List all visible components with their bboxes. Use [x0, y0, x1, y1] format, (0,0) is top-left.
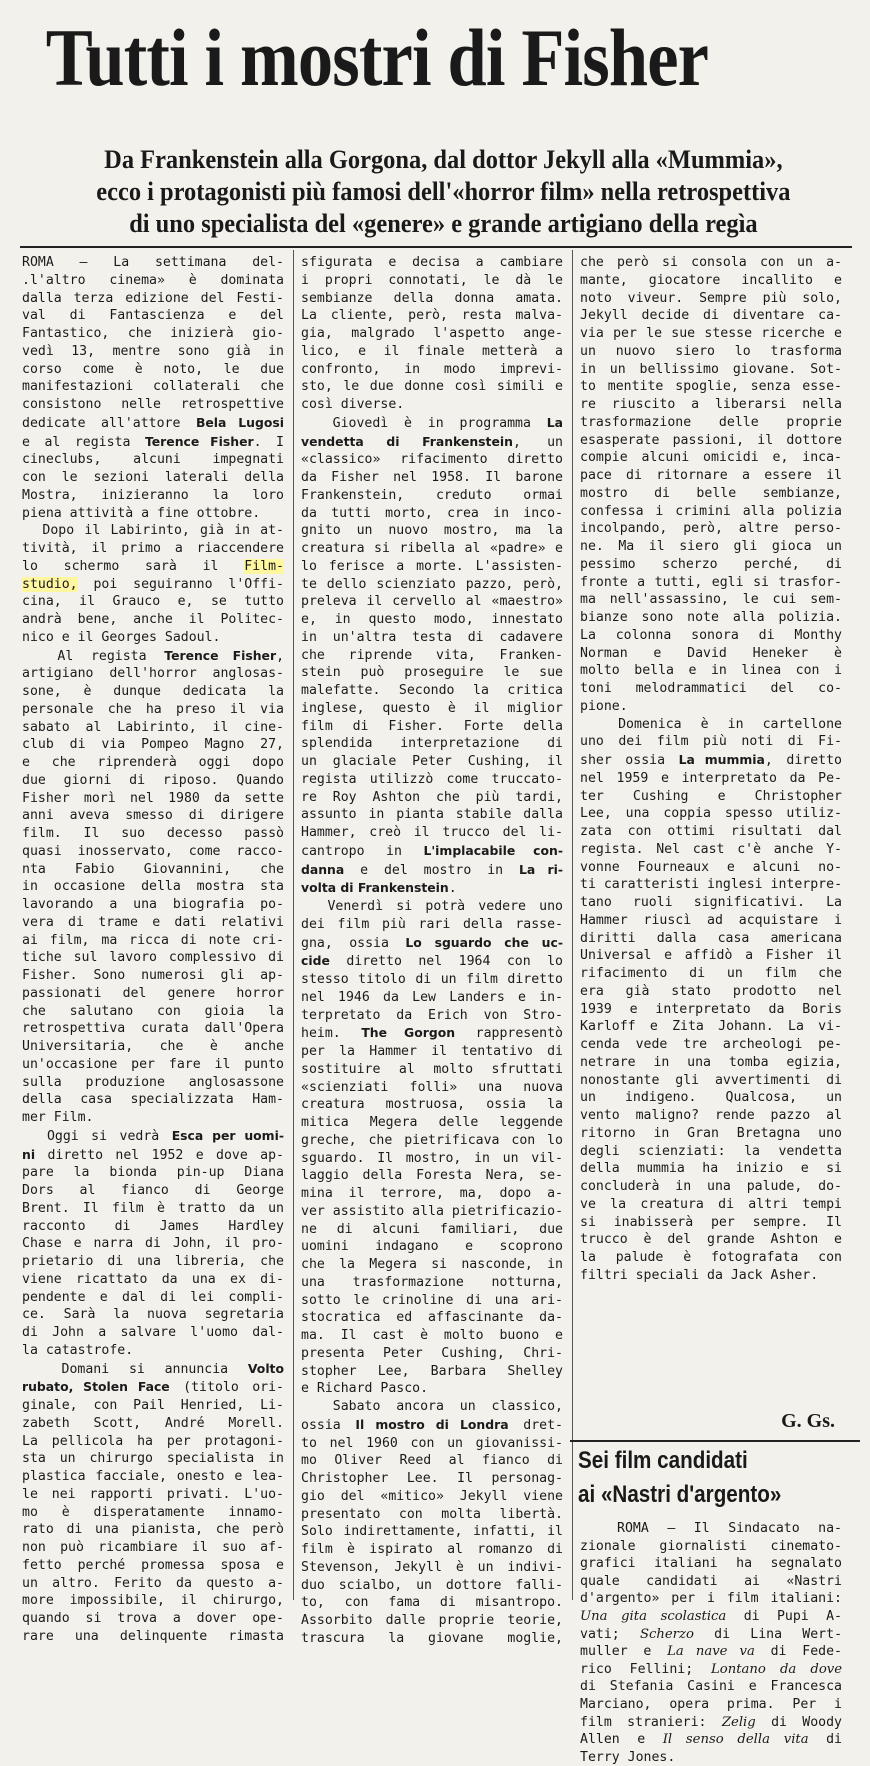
subhead-line: ecco i protagonisti più famosi dell'«horror film» nella retrospettiva [96, 177, 791, 206]
subhead-line: Da Frankenstein alla Gorgona, dal dottor Jekyll alla «Mummia», [104, 145, 783, 174]
article-subhead [58, 144, 829, 240]
sidebar-title-line: ai «Nastri d'argento» [578, 1481, 782, 1508]
column-divider [293, 250, 294, 1600]
sidebar-title [578, 1444, 819, 1512]
sidebar-title-line: Sei film candidati [578, 1447, 748, 1474]
article-signature: G. Gs. [781, 1410, 835, 1432]
article-headline: Tutti i mostri di Fisher [45, 12, 709, 103]
sidebar-rule [570, 1440, 860, 1442]
article-column-2: sfigurata e decisa a cambiare i propri connotati, le dà le sembianze della donna amata. La cliente, però, resta malva- gia, malgrado l'aspetto ange- lico, e il finale metterà a confronto, in modo imprevi- sto, le due donne così simili e così diverse. Giovedì è in programma La vendetta di Frankenstein, un «classico» rifacimento diretto da Fisher nel 1958. Il barone Frankenstein, creduto ormai da tutti morto, crea in inco- gnito un nuovo mostro, ma la creatura si ribella al «padre» e lo ferisce a morte. L'assisten- te dello scienziato pazzo, però, preleva il cervello al «maestro» e, in questo modo, innestato in un'altra testa di cadavere che riprende vita, Franken- stein può proseguire le sue malefatte. Secondo la critica inglese, questo è il miglior film di Fisher. Forte della splendida interpretazione di un glaciale Peter Cushing, il regista utilizzò come truccato- re Roy Ashton che più tardi, assunto in pianta stabile dalla Hammer, creò il trucco del li- cantropo in L'implacabile con- danna e del mostro in La ri- volta di Frankenstein. Venerdì si potrà vedere uno dei film più rari della rasse- gna, ossia Lo sguardo che uc- cide diretto nel 1964 con lo stesso titolo di un film diretto nel 1946 da Lew Landers e in- terpretato da Erich von Stro- heim. The Gorgon rappresentò per la Hammer il tentativo di sostituire al molto sfruttati «scienziati folli» una nuova creatura mostruosa, ossia la mitica Megera delle leggende greche, che pietrificava con lo sguardo. Il mostro, in un vil- laggio della Foresta Nera, se- mina il terrore, ma, dopo a- ver assistito alla pietrificazio- ne di alcuni familiari, due uomini indagano e scoprono che la Megera si nasconde, in una trasformazione notturna, sotto le crinoline di una ari- stocratica ed affascinante da- ma. Il cast è molto buono e presenta Peter Cushing, Chri- stopher Lee, Barbara Shelley e Richard Pasco. Sabato ancora un classico, ossia Il mostro di Londra dret- to nel 1960 con un giovanissi- mo Oliver Reed al fianco di Christopher Lee. Il personag- gio del «mitico» Jekyll viene presentato con molta libertà. Solo indirettamente, infatti, il film è ispirato al romanzo di Stevenson, Jekyll è un indivi- duo scialbo, un dottore falli- to, con fama di misantropo. Assorbito dalle proprie teorie, trascura la giovane moglie, [301, 255, 563, 1646]
article-column-3: che però si consola con un a- mante, giocatore incallito e noto viveur. Sempre più solo, Jekyll decide di diventare ca- via per le sue stesse ricerche e un nuovo siero lo trasforma in un bellissimo giovane. Sot- to mentite spoglie, senza esse- re riuscito a liberarsi nella trasformazione delle proprie esasperate passioni, il dottore compie alcuni omicidi e, inca- pace di ritornare a essere il mostro di belle sembianze, confessa i crimini alla polizia incolpando, però, altre perso- ne. Ma il siero gli gioca un pessimo scherzo perché, di fronte a tutti, egli si trasfor- ma nell'assassino, le cui sem- bianze sono note alla polizia. La colonna sonora di Monthy Norman e David Heneker è molto bella e in linea con i toni melodrammatici del co- pione. Domenica è in cartellone uno dei film più noti di Fi- sher ossia La mummia, diretto nel 1959 e interpretato da Pe- ter Cushing e Christopher Lee, una coppia spesso utiliz- zata con ottimi risultati dal regista. Nel cast c'è anche Y- vonne Fourneaux e alcuni no- ti caratteristi inglesi interpre- tano ruoli significativi. La Hammer riuscì ad acquistare i diritti dalla casa americana Universal e affidò a Fisher il rifacimento di un film che era già stato prodotto nel 1939 e interpretato da Boris Karloff e Zita Johann. La vi- cenda vede tre archeologi pe- netrare in una tomba egizia, nonostante gli avvertimenti di un indigeno. Qualcosa, un vento maligno? rende pazzo al ritorno in Gran Bretagna uno degli scienziati: la vendetta della mummia ha inizio e si concluderà in una palude, do- ve la creatura di altri tempi si inabisserà per sempre. Il trucco è del grande Ashton e la palude è fotografata con filtri speciali da Jack Asher. [580, 255, 842, 1283]
subhead-line: di uno specialista del «genere» e grande artigiano della regìa [129, 209, 758, 238]
article-column-1: ROMA — La settimana del- .l'altro cinema» è dominata dalla terza edizione del Festi- val di Fantascienza e del Fantastico, che inizierà gio- vedì 13, mentre sono già in corso come è noto, le due manifestazioni collaterali che consistono nelle retrospettive dedicate all'attore Bela Lugosi e al regista Terence Fisher. I cineclubs, alcuni impegnati con le sezioni laterali della Mostra, inizieranno la loro piena attività a fine ottobre. Dopo il Labirinto, già in at- tività, il primo a riaccendere lo schermo sarà il Film- studio, poi seguiranno l'Offi- cina, il Grauco e, se tutto andrà bene, anche il Politec- nico e il Georges Sadoul. Al regista Terence Fisher, artigiano dell'horror anglosas- sone, è dunque dedicata la personale che ha preso il via sabato al Labirinto, il cine- club di via Pompeo Magno 27, e che riprenderà oggi dopo due giorni di riposo. Quando Fisher morì nel 1980 da sette anni aveva smesso di dirigere film. Il suo decesso passò quasi inosservato, come racco- nta Fabio Giovannini, che in occasione della mostra sta lavorando a una biografia po- vera di trame e dati relativi ai film, ma ricca di note cri- tiche sul lavoro complessivo di Fisher. Sono numerosi gli ap- passionati del genere horror che salutano con gioia la retrospettiva curata dall'Opera Universitaria, che è anche un'occasione per fare il punto sulla produzione anglosassone della casa specializzata Ham- mer Film. Oggi si vedrà Esca per uomi- ni diretto nel 1952 e dove ap- pare la bionda pin-up Diana Dors al fianco di George Brent. Il film è tratto da un racconto di James Hardley Chase e narra di John, il pro- prietario di una libreria, che viene ricattato da una ex di- pendente e dal di lei compli- ce. Sarà la nuova segretaria di John a salvare l'uomo dal- la catastrofe. Domani si annuncia Volto rubato, Stolen Face (titolo ori- ginale, con Pail Henried, Li- zabeth Scott, André Morell. La pellicola ha per protagoni- sta un chirurgo specialista in plastica facciale, onesto e lea- le nei rapporti privati. L'uo- mo è disperatamente innamo- rato di una pianista, che però non può ricambiare il suo af- fetto perché promessa sposa e un altro. Ferito da questo a- more impossibile, il chirurgo, quando si trova a dover ope- rare una delinquente rimasta [22, 255, 284, 1644]
column-divider [572, 250, 573, 1600]
sidebar-body: ROMA — Il Sindacato na- zionale giornalisti cinemato- grafici italiani ha segnalato quale candidati ai «Nastri d'argento» per i film italiani: Una gita scolastica di Pupi A- vati; Scherzo di Lina Wert- muller e La nave va di Fede- rico Fellini; Lontano da dove di Stefania Casini e Francesca Marciano, opera prima. Per i film stranieri: Zelig di Woody Allen e Il senso della vita di Terry Jones. [580, 1521, 842, 1765]
header-rule [20, 246, 852, 248]
